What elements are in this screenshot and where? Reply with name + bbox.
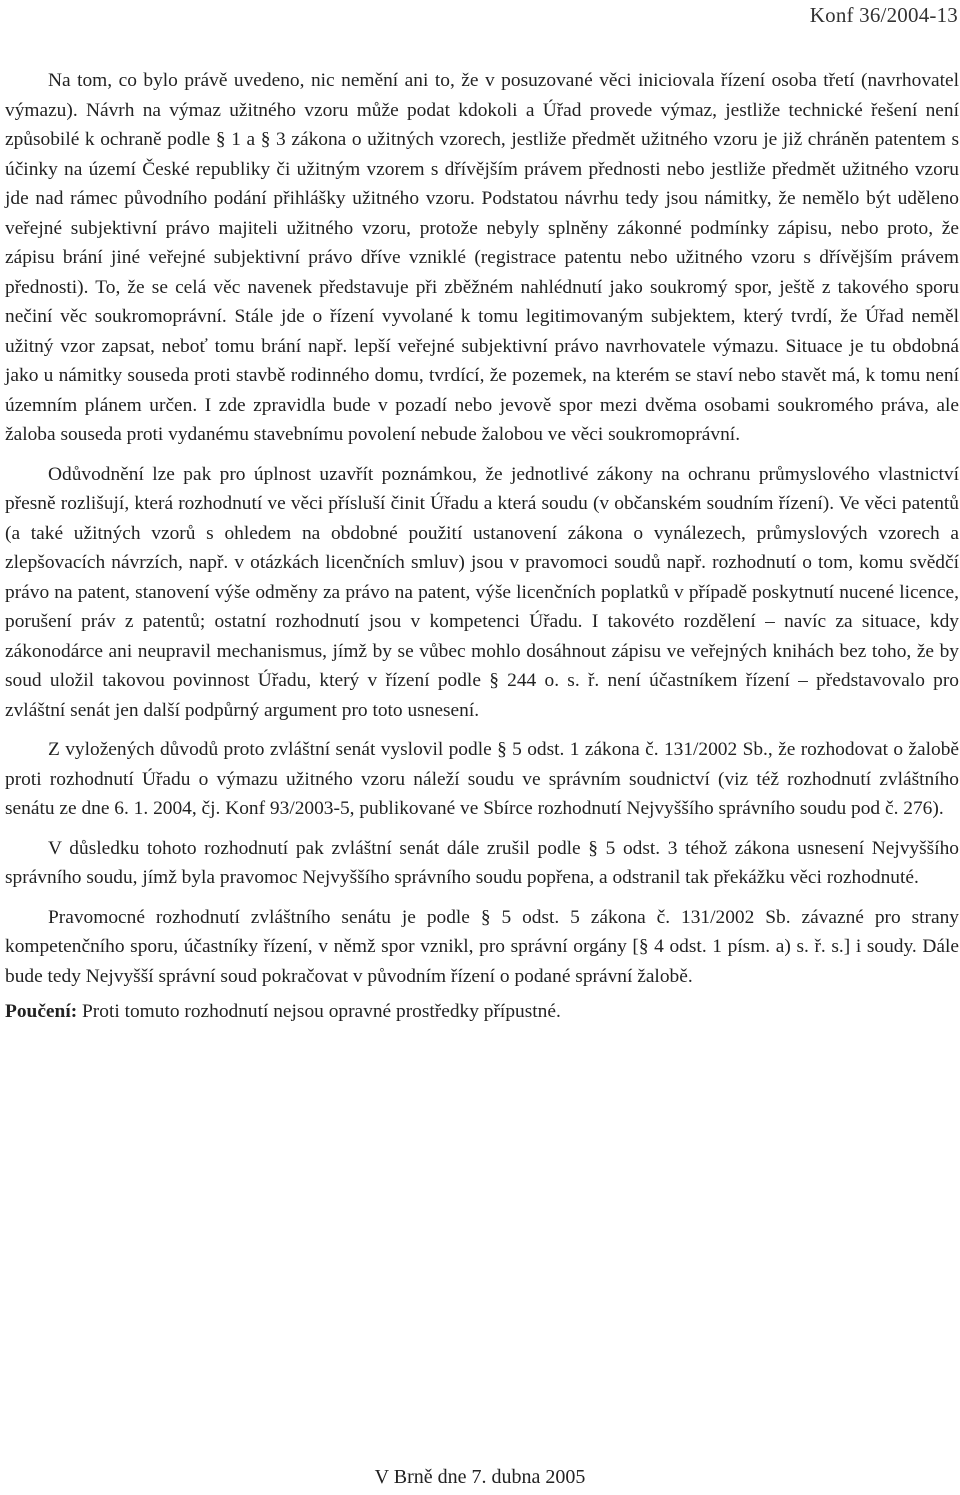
legal-notice xyxy=(5,997,959,1027)
paragraph-4: V důsledku tohoto rozhodnutí pak zvláštní senát dále zrušil podle § 5 odst. 3 téhož zákona usnesení Nejvyššího správního soudu, jímž byla pravomoc Nejvyššího správního soudu popřena, a odstranil tak překážku věci rozhodnuté. xyxy=(5,837,959,888)
notice-label: Poučení: xyxy=(5,1001,78,1022)
paragraph-3: Z vyložených důvodů proto zvláštní senát vyslovil podle § 5 odst. 1 zákona č. 131/2002 Sb., že rozhodovat o žalobě proti rozhodnutí Úřadu o výmazu užitného vzoru náleží soudu ve správním soudnictví (viz též rozhodnutí zvláštního senátu ze dne 6. 1. 2004, čj. Konf 93/2003-5, publikované ve Sbírce rozhodnutí Nejvyššího správního soudu pod č. 276). xyxy=(5,739,959,819)
case-reference: Konf 36/2004-13 xyxy=(809,3,958,27)
document-body xyxy=(5,66,959,1027)
notice-text: Proti tomuto rozhodnutí nejsou opravné prostředky přípustné. xyxy=(77,1001,561,1022)
date-line: V Brně dne 7. dubna 2005 xyxy=(374,1466,586,1488)
paragraph-5: Pravomocné rozhodnutí zvláštního senátu je podle § 5 odst. 5 zákona č. 131/2002 Sb. závazné pro strany kompetenčního sporu, účastníky řízení, v němž spor vznikl, pro správní orgány [§ 4 odst. 1 písm. a) s. ř. s.] i soudy. Dále bude tedy Nejvyšší správní soud pokračovat v původním řízení o podané správní žalobě. xyxy=(5,906,959,987)
paragraph-1: Na tom, co bylo právě uvedeno, nic nemění ani to, že v posuzované věci iniciovala řízení osoba třetí (navrhovatel výmazu). Návrh na výmaz užitného vzoru může podat kdokoli a Úřad provede výmaz, jestliže technické řešení není způsobilé k ochraně podle § 1 a § 3 zákona o užitných vzorech, jestliže předmět užitného vzoru je již chráněn patentem s účinky na území České republiky či užitným vzorem s dřívějším právem přednosti nebo jestliže předmět užitného vzoru jde nad rámec původního podání přihlášky užitného vzoru. Podstatou návrhu tedy jsou námitky, že nemělo být uděleno veřejné subjektivní právo majiteli užitného vzoru, protože nebyly splněny zákonné podmínky zápisu, nebo proto, že zápisu brání jiné veřejné subjektivní právo dříve vzniklé (registrace patentu nebo užitného vzoru s dřívějším právem přednosti). To, že se celá věc navenek představuje při zběžném nahlédnutí jako soukromý spor, ještě z takového sporu nečiní věc soukromoprávní. Stále jde o řízení vyvolané k tomu legitimovaným subjektem, který tvrdí, že Úřad neměl užitný vzor zapsat, neboť tomu brání např. lepší veřejné subjektivní právo navrhovatele výmazu. Situace je tu obdobná jako u námitky souseda proti stavbě rodinného domu, tvrdící, že pozemek, na kterém se staví nebo stavět má, k tomu není územním plánem určen. I zde zpravidla bude v pozadí nebo jevově spor mezi dvěma osobami soukromého práva, ale žaloba souseda proti vydanému stavebnímu povolení nebude žalobou ve věci soukromoprávní. xyxy=(5,70,959,445)
paragraph-2: Odůvodnění lze pak pro úplnost uzavřít poznámkou, že jednotlivé zákony na ochranu průmyslového vlastnictví přesně rozlišují, která rozhodnutí ve věci přísluší činit Úřadu a která soudu (v občanském soudním řízení). Ve věci patentů (a také užitných vzorů s ohledem na obdobné použití ustanovení zákona o vynálezech, průmyslových vzorech a zlepšovacích návrzích, např. v otázkách licenčních smluv) jsou v pravomoci soudů např. rozhodnutí o tom, komu svědčí právo na patent, stanovení výše odměny za právo na patent, výše licenčních poplatků v případě poskytnutí nucené licence, porušení práv z patentů; ostatní rozhodnutí jsou v kompetenci Úřadu. I takovéto rozdělení – navíc za situace, kdy zákonodárce ani neupravil mechanismus, jímž by se vůbec mohlo dosáhnout zápisu ve veřejných knihách bez toho, že by soud uložil takovou povinnost Úřadu, který v řízení podle § 244 o. s. ř. není účastníkem řízení – představovalo pro zvláštní senát jen další podpůrný argument pro toto usnesení. xyxy=(5,463,959,721)
